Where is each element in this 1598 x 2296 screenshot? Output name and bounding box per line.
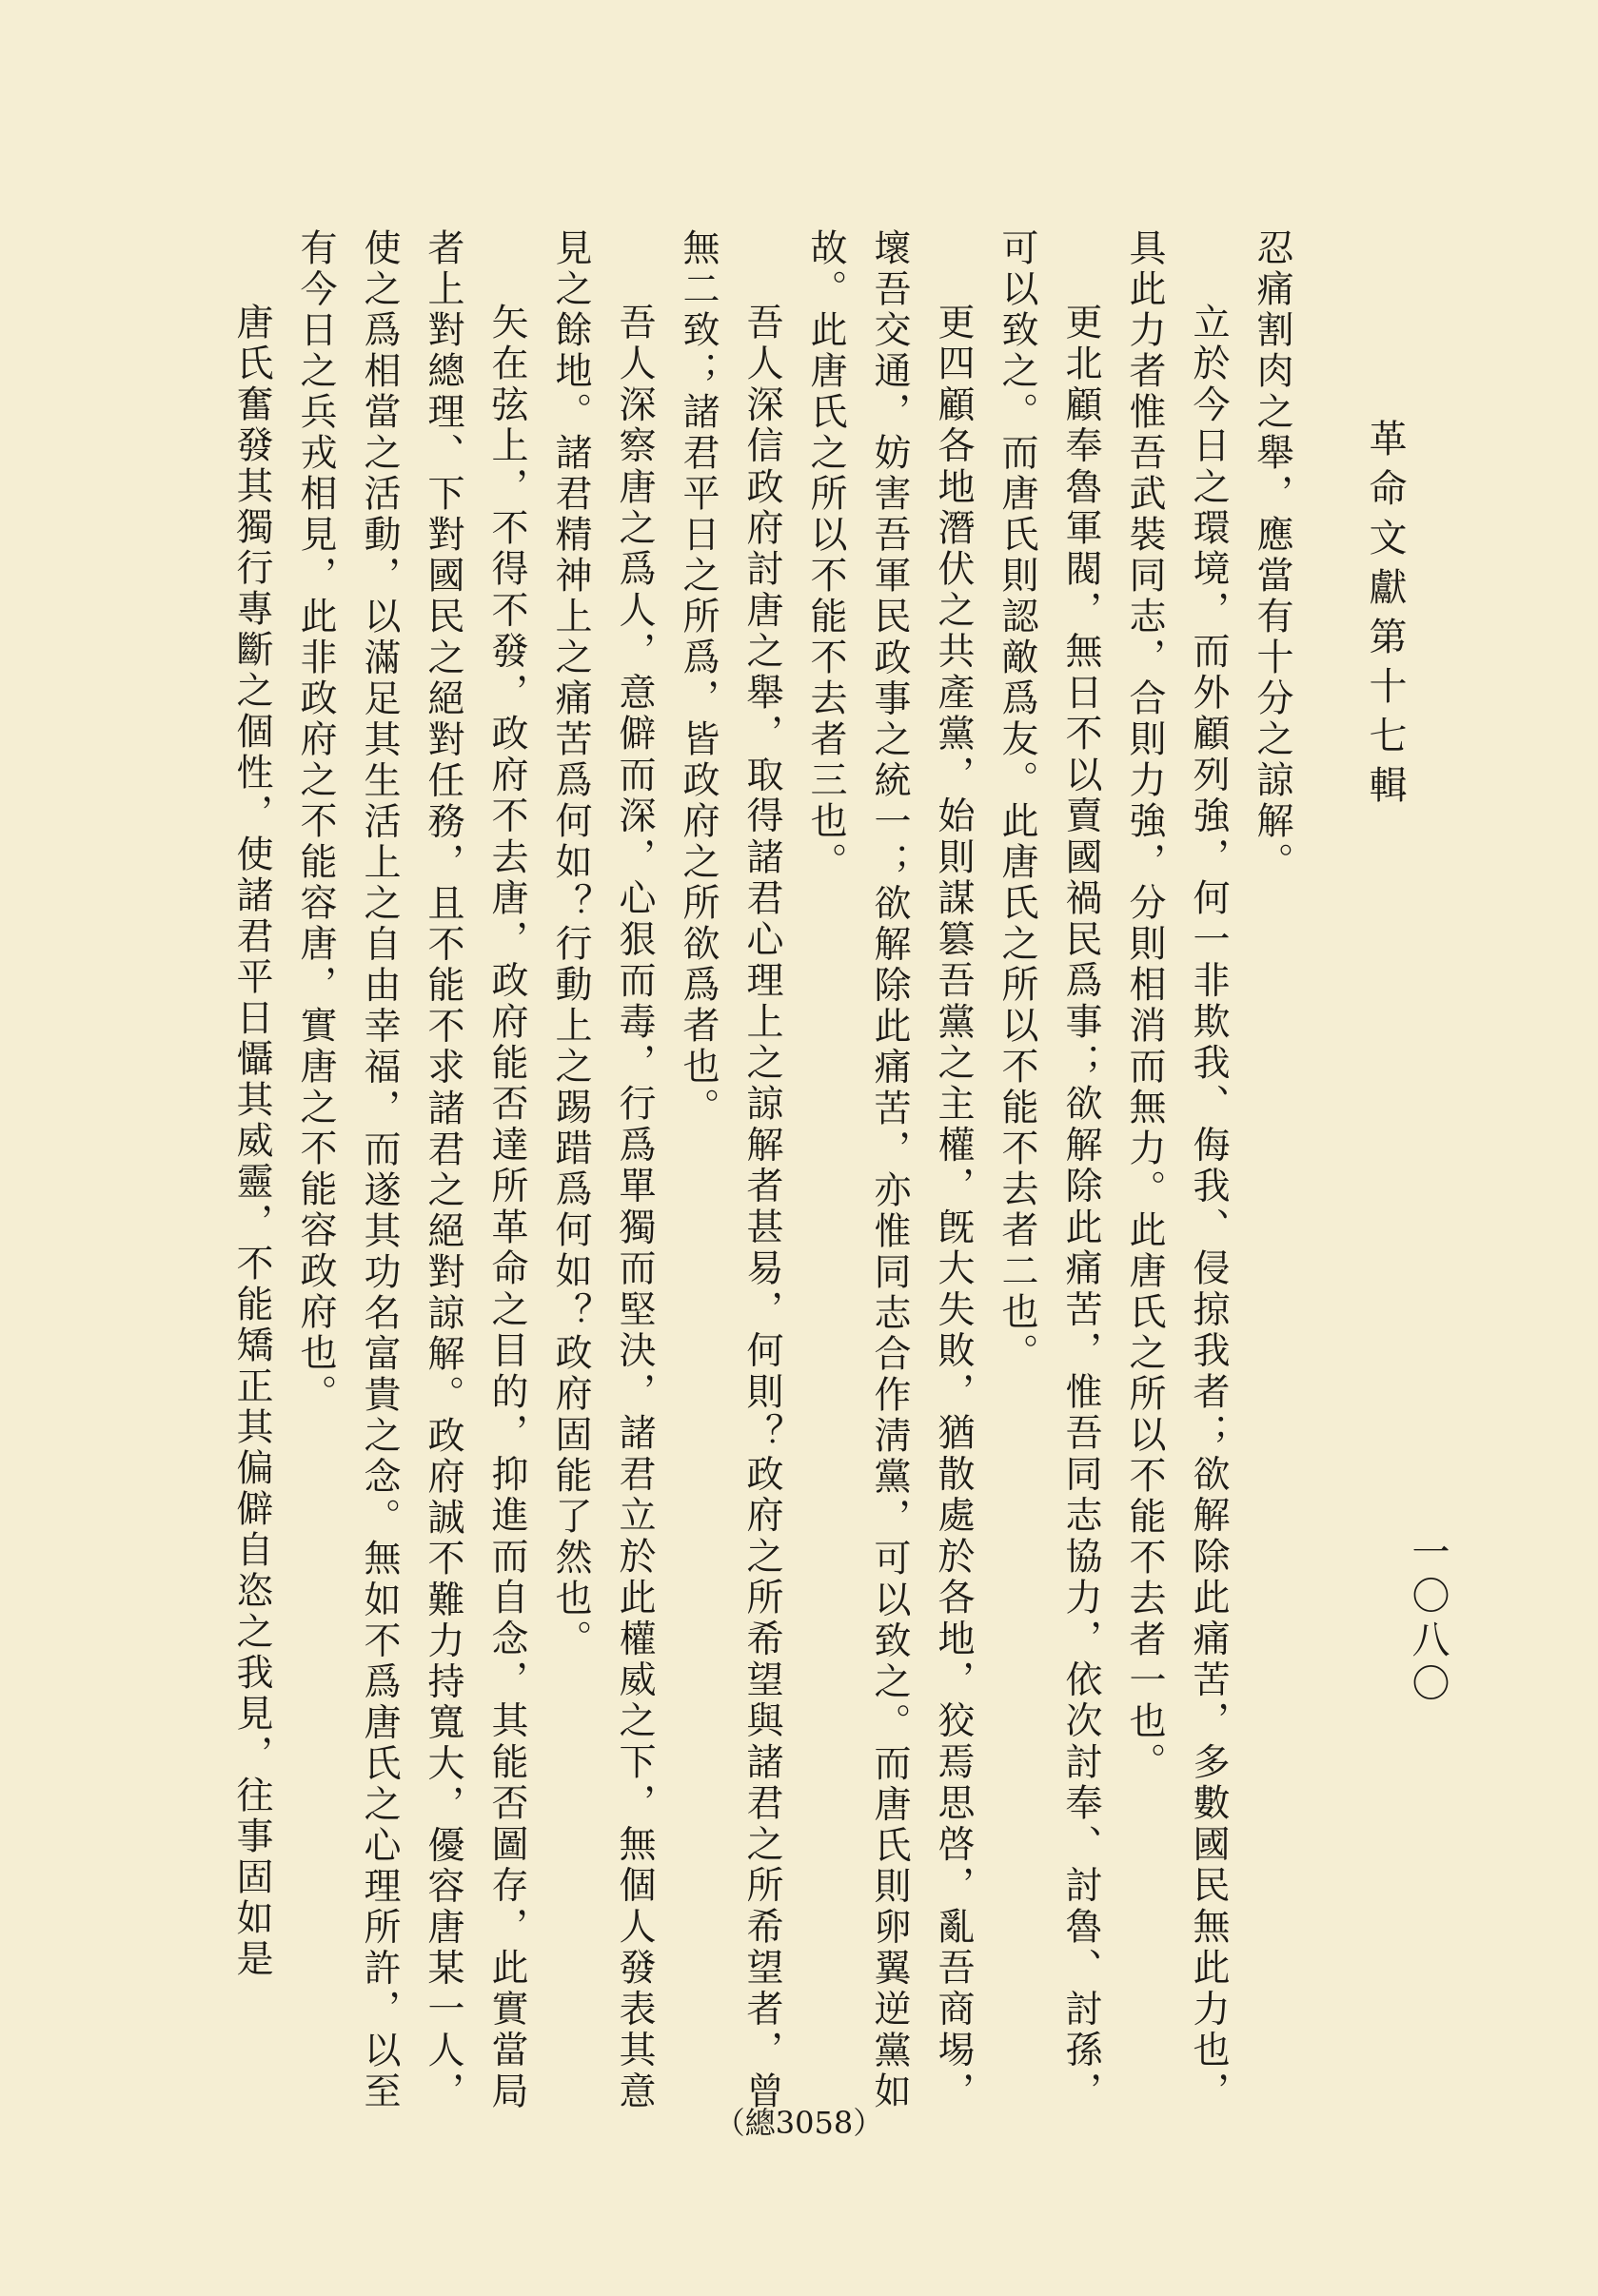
paragraph: 更四顧各地潛伏之共產黨，始則謀篡吾黨之主權，旣大失敗，猶散處於各地，狡焉思啓，亂吾商埸，壞吾交通，妨害吾軍民政事之統一；欲解除此痛苦，亦惟同志合作淸黨，可以致之。而唐氏則卵翼逆黨如故。此唐氏之所以不能不去者三也。 (804, 228, 975, 2112)
paragraph: 吾人深察唐之爲人，意僻而深，心狠而毒，行爲單獨而堅決，諸君立於此權威之下，無個人發表其意見之餘地。諸君精神上之痛苦爲何如？行動上之踢踖爲何如？政府固能了然也。 (549, 228, 656, 2112)
total-page-number: （總3058） (714, 2105, 884, 2141)
body-text (162, 228, 1304, 2112)
paragraph: 更北顧奉魯軍閥，無日不以賣國禍民爲事；欲解除此痛苦，惟吾同志協力，依次討奉、討魯、討孫，可以致之。而唐氏則認敵爲友。此唐氏之所以不能不去者二也。 (996, 228, 1102, 2112)
paragraph: 忍痛割肉之舉，應當有十分之諒解。 (1251, 228, 1293, 883)
paragraph: 矢在弦上，不得不發，政府不去唐，政府能否達所革命之目的，抑進而自念，其能否圖存，此實當局者上對總理、下對國民之絕對任務，且不能不求諸君之絕對諒解。政府誠不難力持寬大，優容唐某一人，使之爲相當之活動，以滿足其生活上之自由幸福，而遂其功名富貴之念。無如不爲唐氏之心理所許，以至有今日之兵戎相見，此非政府之不能容唐，實唐之不能容政府也。 (294, 228, 528, 2112)
paragraph: 立於今日之環境，而外顧列強，何一非欺我、侮我、侵掠我者；欲解除此痛苦，多數國民無此力也，具此力者惟吾武裝同志，合則力強，分則相消而無力。此唐氏之所以不能不去者一也。 (1123, 228, 1230, 2112)
paragraph: 唐氏奮發其獨行專斷之個性，使諸君平日懾其威靈，不能矯正其偏僻自恣之我見，往事固如是 (230, 303, 273, 1980)
paragraph: 吾人深信政府討唐之舉，取得諸君心理上之諒解者甚易，何則？政府之所希望與諸君之所希望者，曾無二致；諸君平日之所爲，皆政府之所欲爲者也。 (677, 228, 783, 2112)
running-header: 革命文獻第十七輯 (1363, 419, 1407, 814)
page-number: 一〇八〇 (1406, 1532, 1450, 1707)
